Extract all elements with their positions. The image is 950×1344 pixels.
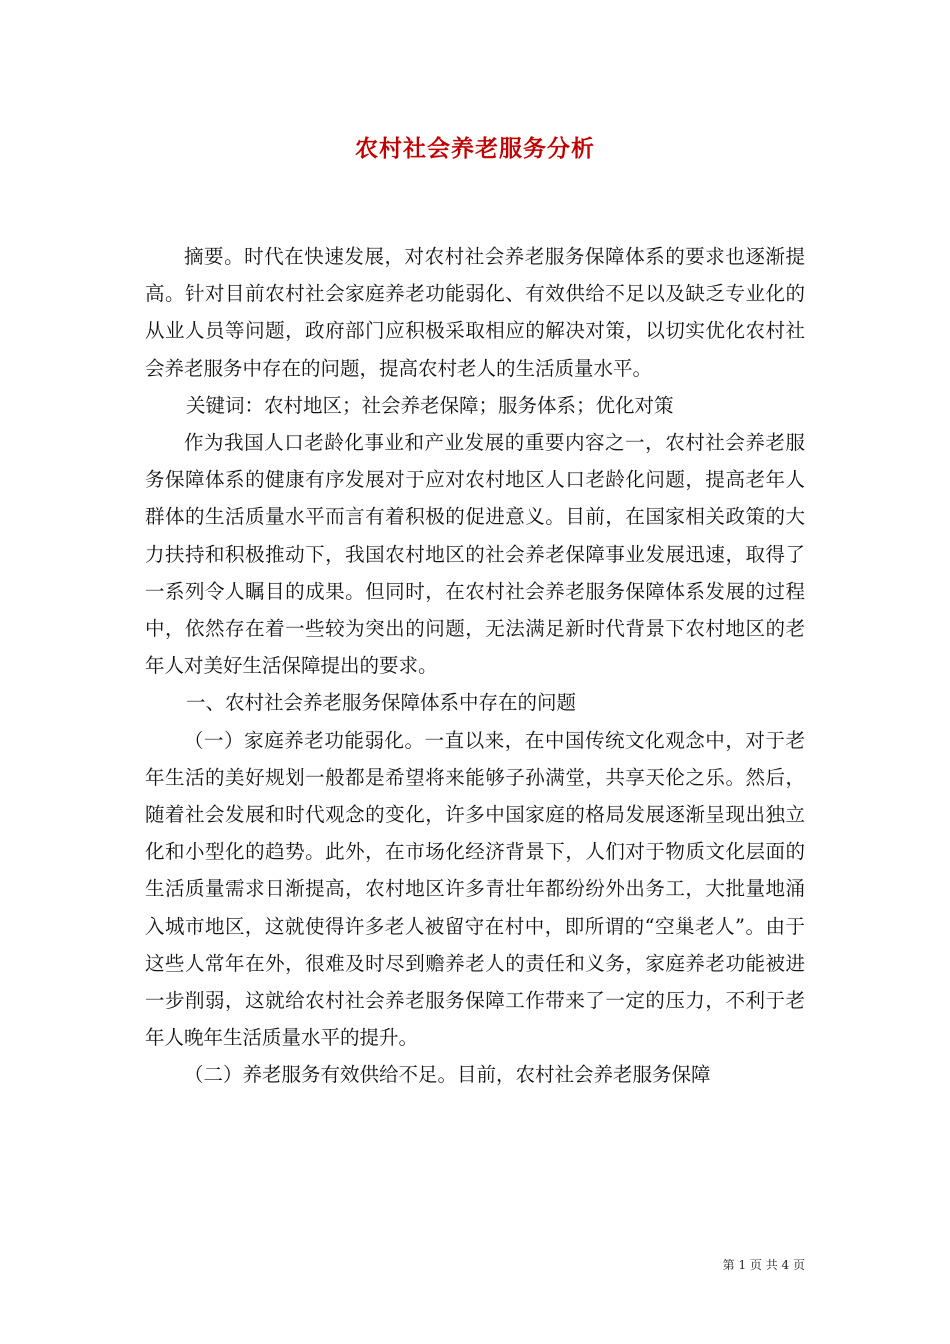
subsection-1-paragraph: （一）家庭养老功能弱化。一直以来，在中国传统文化观念中，对于老年生活的美好规划一般都是希望将来能够子孙满堂，共享天伦之乐。然后，随着社会发展和时代观念的变化，许多中国家庭的格局发展逐渐呈现出独立化和小型化的趋势。此外，在市场化经济背景下，人们对于物质文化层面的生活质量需求日渐提高，农村地区许多青壮年都纷纷外出务工，大批量地涌入城市地区，这就使得许多老人被留守在村中，即所谓的“空巢老人”。由于这些人常年在外，很难及时尽到赡养老人的责任和义务，家庭养老功能被进一步削弱，这就给农村社会养老服务保障工作带来了一定的压力，不利于老年人晚年生活质量水平的提升。 [145,728,805,1050]
document-body [145,238,805,1094]
intro-paragraph: 作为我国人口老龄化事业和产业发展的重要内容之一，农村社会养老服务保障体系的健康有序发展对于应对农村地区人口老龄化问题，提高老年人群体的生活质量水平而言有着积极的促进意义。目前，在国家相关政策的大力扶持和积极推动下，我国农村地区的社会养老保障事业发展迅速，取得了一系列令人瞩目的成果。但同时，在农村社会养老服务保障体系发展的过程中，依然存在着一些较为突出的问题，无法满足新时代背景下农村地区的老年人对美好生活保障提出的要求。 [145,431,805,678]
document-title: 农村社会养老服务分析 [355,136,595,162]
subsection-2-paragraph: （二）养老服务有效供给不足。目前，农村社会养老服务保障 [184,1063,711,1087]
section-heading: 一、农村社会养老服务保障体系中存在的问题 [185,691,576,715]
page-footer: 第 1 页 共 4 页 [722,1258,805,1272]
keywords-paragraph: 关键词：农村地区；社会养老保障；服务体系；优化对策 [185,393,674,417]
abstract-paragraph: 摘要。时代在快速发展，对农村社会养老服务保障体系的要求也逐渐提高。针对目前农村社会家庭养老功能弱化、有效供给不足以及缺乏专业化的从业人员等问题，政府部门应积极采取相应的解决对策，以切实优化农村社会养老服务中存在的问题，提高农村老人的生活质量水平。 [145,245,805,380]
